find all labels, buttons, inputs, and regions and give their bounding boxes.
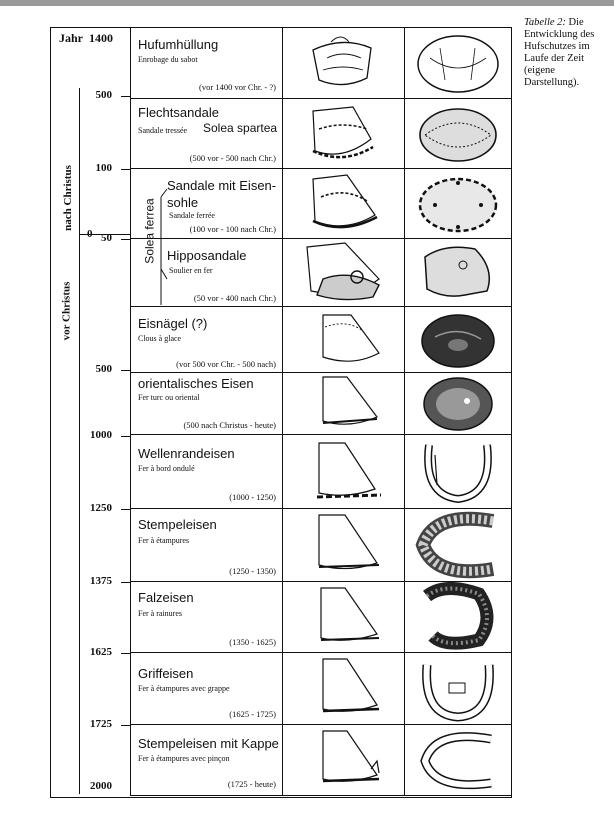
timeline-column [51,28,131,796]
hoof-illustration-cell [283,509,405,581]
text-cell [131,28,283,98]
braided-sandal-drawing [405,99,511,169]
hoof-illustration-cell [283,28,405,98]
shoe-illustration-cell [405,725,511,795]
text-cell [131,653,283,724]
type-name: Eisnägel (?) [138,316,208,331]
table-row [131,725,511,796]
table-row [131,99,511,169]
iron-sole-sandal-drawing [405,169,511,239]
year-tick [121,239,131,240]
era-after-label: nach Christus [61,165,74,231]
type-name: Hipposandale [167,248,247,263]
shoe-illustration-cell [405,435,511,508]
year-zero: 0 [87,228,93,240]
stamped-iron-drawing [405,509,511,582]
caption-label: Tabelle 2 [524,17,563,28]
text-cell [131,435,283,508]
grooved-iron-hoof-drawing [283,582,405,653]
table-caption: Tabelle 2: Die Entwicklung des Hufschutzes im Laufe der Zeit (eigene Darstellung). [524,17,595,88]
type-date: (500 nach Christus - heute) [183,420,276,430]
type-french: Fer turc ou oriental [138,393,200,402]
table-row [131,653,511,725]
wavy-edge-iron-drawing [405,435,511,509]
type-name: Griffeisen [138,666,194,681]
type-french: Clous à glace [138,334,182,343]
text-cell [131,582,283,652]
era-before-label: vor Christus [60,281,73,341]
hoof-illustration-cell [283,435,405,508]
oriental-iron-drawing [405,373,511,435]
type-date: (1625 - 1725) [229,709,276,719]
hoof-illustration-cell [283,307,405,372]
text-cell [131,509,283,581]
year-label: 1625 [90,646,112,658]
top-border [0,0,614,6]
type-name: Sandale mit Eisen-sohle [167,178,277,210]
table-row [131,307,511,373]
year-label: 2000 [90,780,112,792]
ice-nail-sole-drawing [405,307,511,373]
iron-sole-sandal-hoof-drawing [283,169,405,239]
table-row [131,239,511,307]
text-cell [131,373,283,434]
year-label: 1725 [90,718,112,730]
shoe-illustration-cell [405,99,511,168]
type-french: Fer à étampures avec pinçon [138,754,230,763]
type-date: (500 vor - 500 nach Chr.) [189,153,276,163]
hoof-illustration-cell [283,239,405,306]
shoe-illustration-cell [405,169,511,238]
clipped-iron-hoof-drawing [283,725,405,796]
type-date: (1725 - heute) [227,779,276,789]
oriental-iron-hoof-drawing [283,373,405,435]
type-name: Wellenrandeisen [138,446,235,461]
calked-iron-hoof-drawing [283,653,405,725]
type-french: Soulier en fer [169,266,213,275]
year-tick [121,370,131,371]
hoof-illustration-cell [283,169,405,238]
caption-text: Die Entwicklung des Hufschutzes im Laufe der Zeit (eigene Darstellung). [524,17,595,88]
table-row [131,28,511,99]
text-cell [131,99,283,168]
table-row [131,435,511,509]
table-row [131,373,511,435]
year-tick [121,509,131,510]
year-label: 1250 [90,502,112,514]
type-name: Stempeleisen mit Kappe [138,736,279,751]
type-french: Fer à étampures avec grappe [138,684,230,693]
hoof-illustration-cell [283,582,405,652]
text-cell [131,725,283,795]
table-row [131,169,511,239]
clipped-iron-drawing [405,725,511,796]
shoe-illustration-cell [405,307,511,372]
year-label: 1000 [90,429,112,441]
type-name: orientalisches Eisen [138,376,254,391]
shoe-illustration-cell [405,239,511,306]
year-label: 100 [95,162,112,174]
calked-iron-drawing [405,653,511,725]
type-name: Falzeisen [138,590,194,605]
type-french: Fer à étampures [138,536,190,545]
year-label: 500 [95,363,112,375]
type-date: (1000 - 1250) [229,492,276,502]
year-tick [121,96,131,97]
evolution-table [50,27,512,798]
table-row [131,509,511,582]
type-name: Hufumhüllung [138,37,219,52]
shoe-illustration-cell [405,653,511,724]
type-date: (vor 500 vor Chr. - 500 nach) [176,359,276,369]
year-header: Jahr 1400 [59,31,113,45]
type-date: (1350 - 1625) [229,637,276,647]
type-french: Fer à rainures [138,609,182,618]
year-tick [121,653,131,654]
type-date: (vor 1400 vor Chr. - ?) [199,82,276,92]
year-label: 50 [101,232,112,244]
shoe-illustration-cell [405,373,511,434]
year-tick [121,169,131,170]
wavy-edge-iron-hoof-drawing [283,435,405,509]
type-name: Stempeleisen [138,517,217,532]
hoof-illustration-cell [283,653,405,724]
solea-ferrea-label: Solea ferrea [142,198,157,264]
hoof-illustration-cell [283,373,405,434]
ice-nail-hoof-drawing [283,307,405,373]
wrapped-hoof-drawing [283,28,405,99]
type-date: (50 vor - 400 nach Chr.) [193,293,276,303]
type-french: Enrobage du sabot [138,55,198,64]
year-tick [121,582,131,583]
table-row [131,582,511,653]
stamped-iron-hoof-drawing [283,509,405,582]
braided-sandal-hoof-drawing [283,99,405,169]
shoe-illustration-cell [405,28,511,98]
type-date: (1250 - 1350) [229,566,276,576]
type-name: Flechtsandale [138,105,219,120]
hoof-illustration-cell [283,725,405,795]
year-tick [121,725,131,726]
era-after-line [79,88,80,234]
grooved-iron-drawing [405,582,511,653]
year-label: 1375 [90,575,112,587]
type-french: Fer à bord ondulé [138,464,195,473]
type-date: (100 vor - 100 nach Chr.) [189,224,276,234]
type-french: Sandale tressée [138,126,188,135]
round-wrap-drawing [405,28,511,99]
hipposandal-hoof-drawing [283,239,405,307]
text-cell [131,307,283,372]
type-french: Sandale ferrée [169,211,215,220]
year-label: 500 [95,89,112,101]
era-before-line [79,234,80,794]
shoe-illustration-cell [405,582,511,652]
shoe-illustration-cell [405,509,511,581]
type-latin: Solea spartea [203,121,278,135]
hoof-illustration-cell [283,99,405,168]
year-tick [121,436,131,437]
hipposandal-drawing [405,239,511,307]
rows-container [131,28,511,796]
